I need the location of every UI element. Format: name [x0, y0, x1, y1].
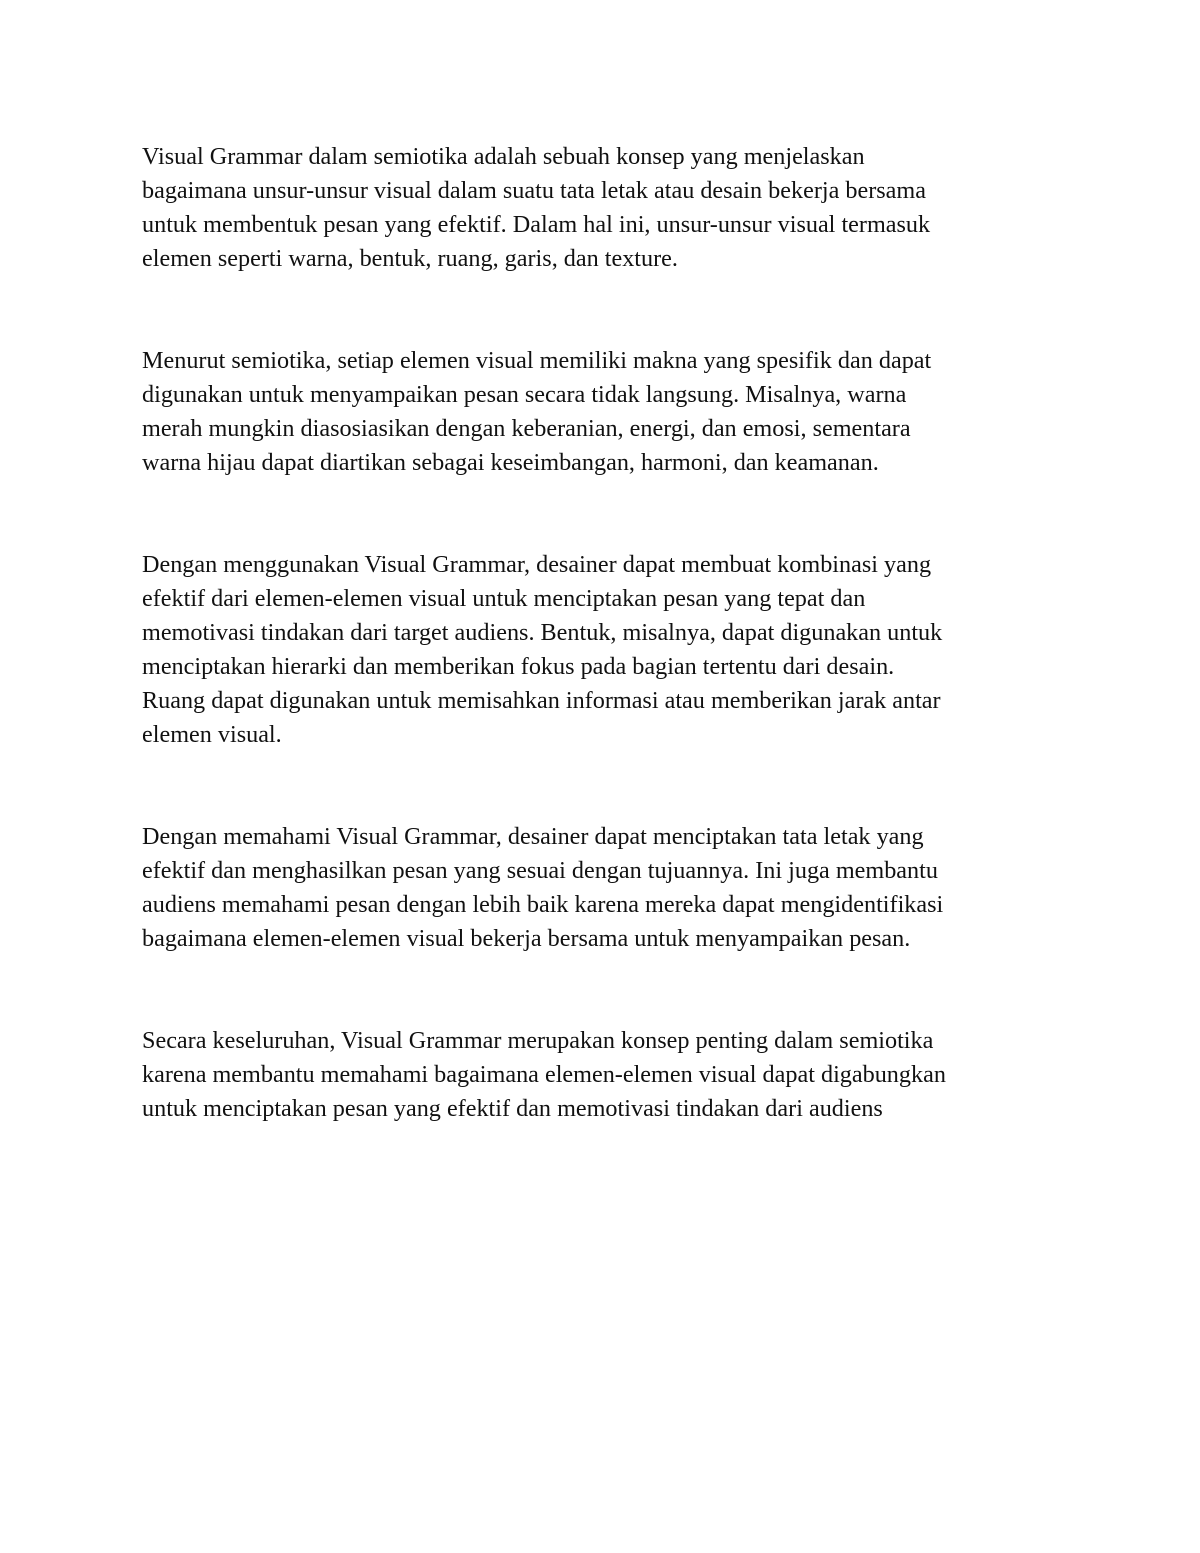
paragraph-understanding-visual-grammar: Dengan memahami Visual Grammar, desainer dapat menciptakan tata letak yang efektif dan menghasilkan pesan yang sesuai dengan tujuannya. Ini juga membantu audiens memahami pesan dengan lebih baik karena mereka dapat mengidentifikasi bagaimana elemen-elemen visual bekerja bersama untuk menyampaikan pesan. — [142, 823, 944, 952]
paragraph-conclusion: Secara keseluruhan, Visual Grammar merupakan konsep penting dalam semiotika karena membantu memahami bagaimana elemen-elemen visual dapat digabungkan untuk menciptakan pesan yang efektif dan memotivasi tindakan dari audiens — [142, 1027, 946, 1122]
document-body — [142, 140, 1072, 1126]
paragraph-semiotics-meaning: Menurut semiotika, setiap elemen visual memiliki makna yang spesifik dan dapat digunakan untuk menyampaikan pesan secara tidak langsung. Misalnya, warna merah mungkin diasosiasikan dengan keberanian, energi, dan emosi, sementara warna hijau dapat diartikan sebagai keseimbangan, harmoni, dan keamanan. — [142, 347, 932, 476]
paragraph-using-visual-grammar: Dengan menggunakan Visual Grammar, desainer dapat membuat kombinasi yang efektif dari elemen-elemen visual untuk menciptakan pesan yang tepat dan memotivasi tindakan dari target audiens. Bentuk, misalnya, dapat digunakan untuk menciptakan hierarki dan memberikan fokus pada bagian tertentu dari desain. Ruang dapat digunakan untuk memisahkan informasi atau memberikan jarak antar elemen visual. — [142, 551, 943, 748]
paragraph-visual-grammar-definition: Visual Grammar dalam semiotika adalah sebuah konsep yang menjelaskan bagaimana unsur-unsur visual dalam suatu tata letak atau desain bekerja bersama untuk membentuk pesan yang efektif. Dalam hal ini, unsur-unsur visual termasuk elemen seperti warna, bentuk, ruang, garis, dan texture. — [142, 143, 931, 272]
